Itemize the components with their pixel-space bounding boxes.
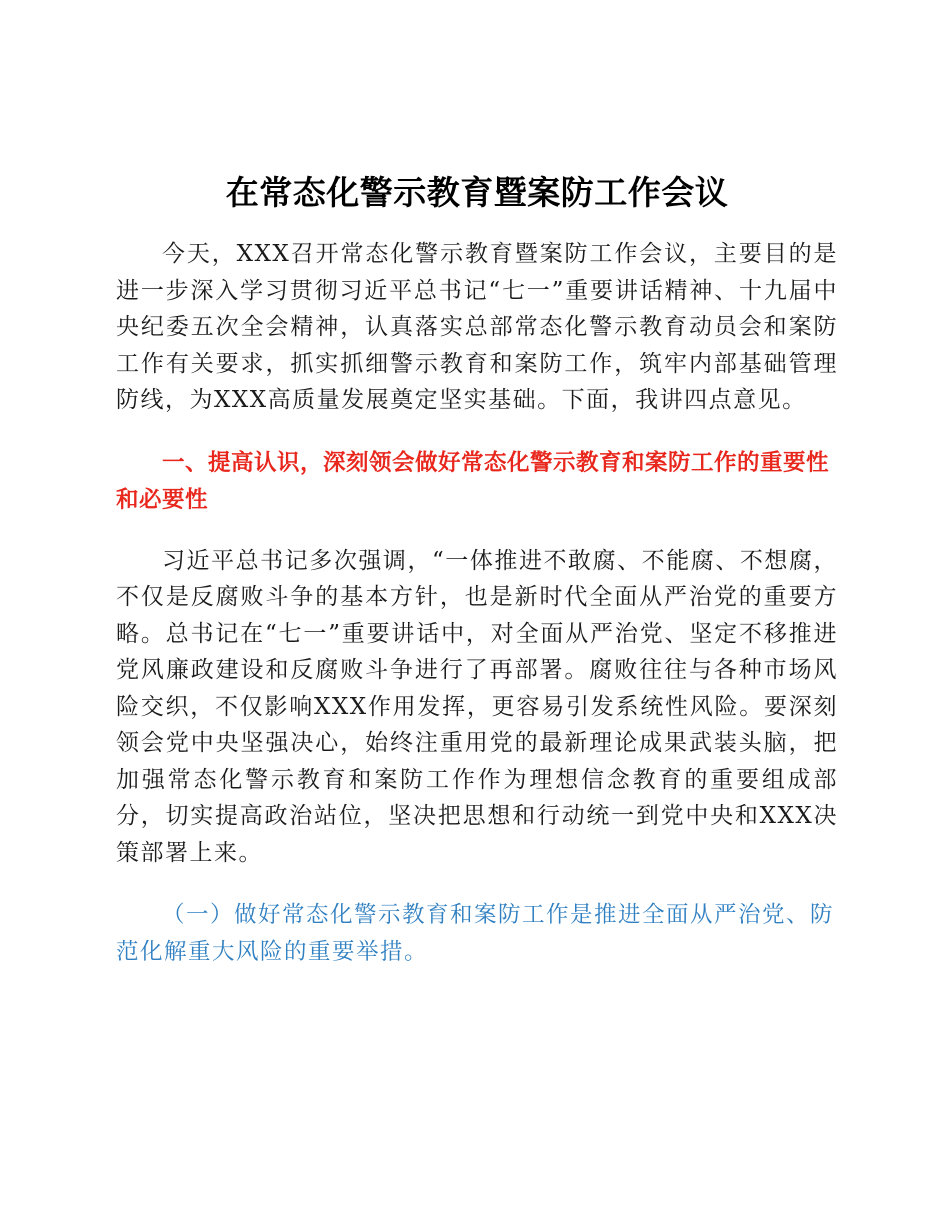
section-heading-1: 一、提高认识，深刻领会做好常态化警示教育和案防工作的重要性和必要性 [116, 449, 830, 513]
document-page [116, 168, 838, 971]
section-1-paragraph: 习近平总书记多次强调，“一体推进不敢腐、不能腐、不想腐，不仅是反腐败斗争的基本方针，也是新时代全面从严治党的重要方略。总书记在“七一”重要讲话中，对全面从严治党、坚定不移推进党风廉政建设和反腐败斗争进行了再部署。腐败往往与各种市场风险交织，不仅影响XXX作用发挥，更容易引发系统性风险。要深刻领会党中央坚强决心，始终注重用党的最新理论成果武装头脑，把加强常态化警示教育和案防工作作为理想信念教育的重要组成部分，切实提高政治站位，坚决把思想和行动统一到党中央和XXX决策部署上来。 [116, 547, 838, 866]
document-title: 在常态化警示教育暨案防工作会议 [225, 173, 729, 212]
subsection-heading-1: （一）做好常态化警示教育和案防工作是推进全面从严治党、防范化解重大风险的重要举措。 [116, 902, 835, 965]
intro-paragraph: 今天，XXX召开常态化警示教育暨案防工作会议，主要目的是进一步深入学习贯彻习近平总书记“七一”重要讲话精神、十九届中央纪委五次全会精神，认真落实总部常态化警示教育动员会和案防工作有关要求，抓实抓细警示教育和案防工作，筑牢内部基础管理防线，为XXX高质量发展奠定坚实基础。下面，我讲四点意见。 [116, 241, 838, 413]
